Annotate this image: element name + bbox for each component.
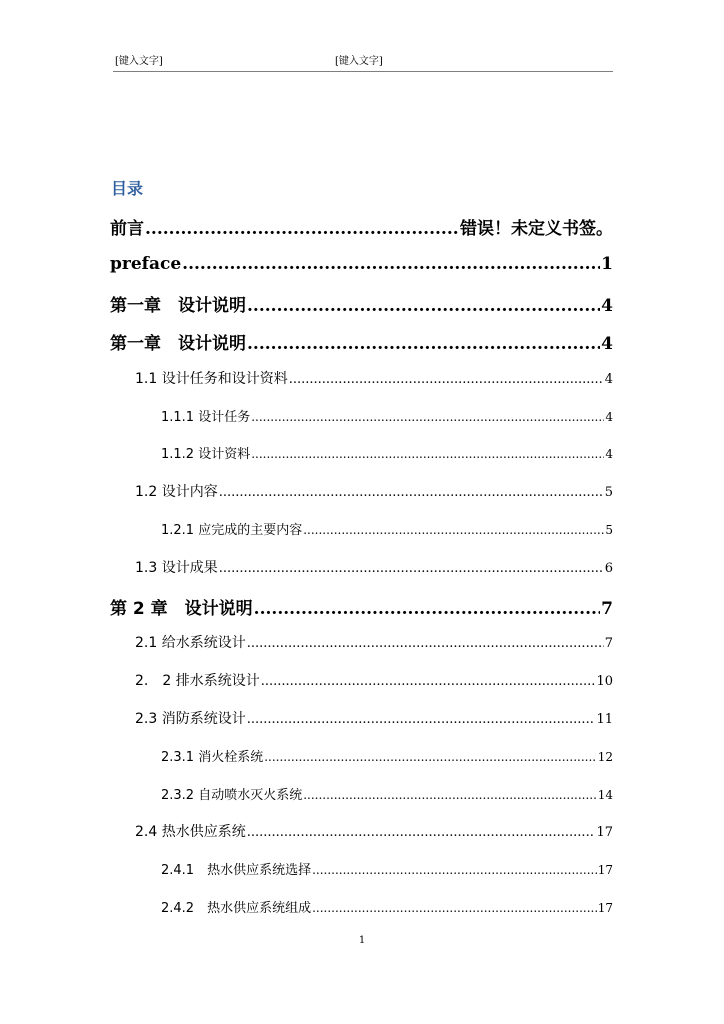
- toc-title: 目录: [111, 179, 144, 198]
- toc-entry-2-3[interactable]: [135, 708, 613, 728]
- dot-leader: [145, 219, 459, 239]
- toc-entry-label: 1.1 设计任务和设计资料: [135, 371, 288, 387]
- toc-entry-chapter-1[interactable]: [110, 291, 613, 316]
- toc-entry-page: 4: [601, 334, 613, 354]
- toc-entry-page: 12: [597, 750, 613, 764]
- toc-entry-label: 第一章 设计说明: [110, 296, 246, 316]
- dot-leader: [247, 636, 604, 651]
- toc-entry-2-2[interactable]: [135, 670, 613, 690]
- toc-entry-label: 2.3 消防系统设计: [135, 711, 246, 727]
- toc-entry-chapter-2[interactable]: [110, 594, 613, 619]
- toc-entry-label: 前言: [110, 219, 144, 239]
- toc-entry-page: 7: [604, 636, 613, 651]
- toc-entry-page: 4: [601, 296, 613, 316]
- toc-entry-label: 2.4.2 热水供应系统组成: [161, 901, 312, 916]
- toc-entry-1-2[interactable]: [135, 481, 613, 501]
- dot-leader: [247, 334, 600, 354]
- header-placeholder-left: [键入文字]: [115, 56, 163, 67]
- page-number: 1: [358, 935, 366, 946]
- toc-entry-2-1[interactable]: [135, 632, 613, 652]
- toc-entry-page: 6: [604, 561, 613, 576]
- page-header: [113, 55, 613, 72]
- toc-entry-1-1-2[interactable]: [161, 443, 613, 462]
- toc-entry-1-1-1[interactable]: [161, 406, 613, 425]
- toc-entry-2-3-1[interactable]: [161, 746, 613, 765]
- toc-entry-label: 2.1 给水系统设计: [135, 635, 246, 651]
- toc-entry-preface-cn[interactable]: [110, 214, 613, 239]
- dot-leader: [247, 825, 596, 840]
- toc-entry-2-4-1[interactable]: [161, 859, 613, 878]
- toc-entry-label: 2.3.1 消火栓系统: [161, 750, 264, 765]
- toc-entry-page: 4: [605, 447, 613, 461]
- dot-leader: [264, 750, 597, 764]
- toc-entry-page: 17: [597, 863, 613, 877]
- toc-entry-page: 7: [601, 599, 613, 619]
- toc-entry-page: 5: [604, 485, 613, 500]
- toc-entry-preface-en[interactable]: [110, 254, 613, 274]
- toc-entry-label: 1.3 设计成果: [135, 560, 218, 576]
- dot-leader: [303, 523, 604, 537]
- toc-entry-1-3[interactable]: [135, 557, 613, 577]
- toc-entry-page: 4: [604, 372, 613, 387]
- toc-entry-page: 11: [596, 712, 613, 727]
- dot-leader: [254, 599, 600, 619]
- toc-entry-page: 17: [597, 901, 613, 915]
- dot-leader: [261, 674, 596, 689]
- dot-leader: [303, 788, 597, 802]
- dot-leader: [251, 410, 604, 424]
- toc-entry-label: 1.1.1 设计任务: [161, 410, 251, 425]
- dot-leader: [312, 901, 597, 915]
- toc-entry-page: 4: [605, 410, 613, 424]
- toc-entry-2-4-2[interactable]: [161, 897, 613, 916]
- dot-leader: [247, 296, 600, 316]
- toc-entry-page: 14: [597, 788, 613, 802]
- toc-entry-label: 1.1.2 设计资料: [161, 447, 251, 462]
- toc-entry-label: 2.3.2 自动喷水灭火系统: [161, 788, 303, 803]
- toc-entry-label: preface: [110, 254, 182, 274]
- toc-entry-label: 2.4 热水供应系统: [135, 824, 246, 840]
- toc-entry-label: 2. 2 排水系统设计: [135, 673, 260, 689]
- toc-entry-page: 10: [596, 674, 613, 689]
- toc-entry-label: 2.4.1 热水供应系统选择: [161, 863, 312, 878]
- dot-leader: [219, 485, 604, 500]
- toc-entry-label: 第一章 设计说明: [110, 334, 246, 354]
- toc-entry-chapter-1-dup[interactable]: [110, 329, 613, 354]
- dot-leader: [312, 863, 597, 877]
- toc-entry-label: 第 2 章 设计说明: [110, 599, 253, 619]
- toc-entry-page: 错误！未定义书签。: [460, 219, 613, 239]
- toc-entry-2-3-2[interactable]: [161, 784, 613, 803]
- dot-leader: [182, 254, 600, 274]
- toc-entry-2-4[interactable]: [135, 821, 613, 841]
- toc-entry-1-2-1[interactable]: [161, 519, 613, 538]
- dot-leader: [289, 372, 604, 387]
- toc-entry-label: 1.2.1 应完成的主要内容: [161, 523, 303, 538]
- dot-leader: [219, 561, 604, 576]
- toc-entry-page: 17: [596, 825, 613, 840]
- toc-entry-page: 5: [605, 523, 613, 537]
- toc-entry-1-1[interactable]: [135, 368, 613, 388]
- toc-entry-page: 1: [601, 254, 613, 274]
- header-placeholder-middle: [键入文字]: [335, 56, 383, 67]
- toc-entry-label: 1.2 设计内容: [135, 484, 218, 500]
- dot-leader: [247, 712, 596, 727]
- dot-leader: [251, 447, 604, 461]
